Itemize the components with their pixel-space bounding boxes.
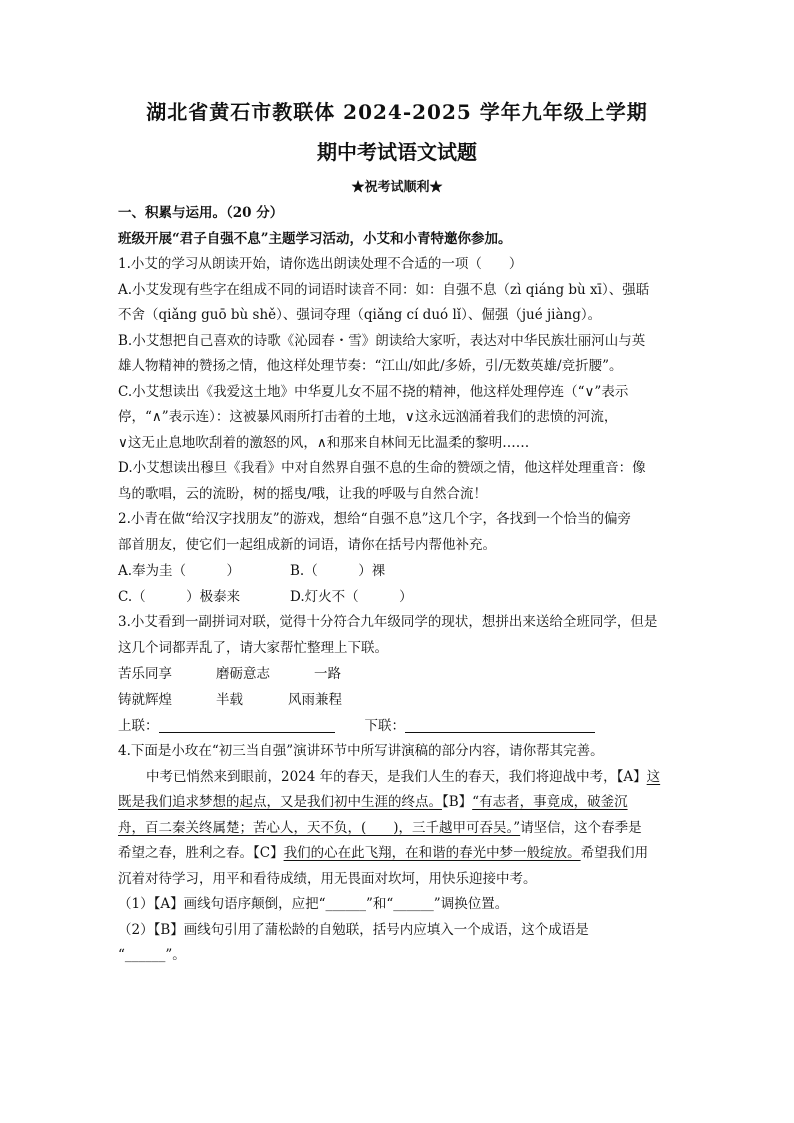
q3-lower-answer-blank[interactable] bbox=[405, 718, 595, 733]
q1-option-b-line1: B.小艾想把自己喜欢的诗歌《沁园春・雪》朗读给大家听，表达对中华民族壮丽河山与英 bbox=[118, 332, 646, 349]
q1-option-c-line2: 停，“∧”表示连）：这被暴风雨所打击着的土地，∨这永远汹涌着我们的悲愤的河流， bbox=[118, 409, 618, 425]
q4-underlined-a: 这 bbox=[646, 768, 661, 785]
q4-passage-line2 bbox=[118, 790, 676, 816]
q4-text: 希望我们用 bbox=[580, 845, 649, 861]
q4-text: 【B】 bbox=[442, 794, 473, 810]
q1-option-d-line1: D.小艾想读出穆旦《我看》中对自然界自强不息的生命的赞颂之情，他这样处理重音：像 bbox=[118, 460, 646, 476]
q4-underlined-b: 舟，百二秦关终属楚；苦心人，天不负，( )，三千越甲可吞吴。” bbox=[118, 819, 521, 836]
q2-option-b: B.（ ）祼 bbox=[290, 563, 386, 579]
q1-option-d-line2: 鸟的歌唱，云的流盼，树的摇曳/哦，让我的呼吸与自然合流！ bbox=[118, 485, 488, 502]
exam-title-line1: 湖北省黄石市教联体 2024-2025 学年九年级上学期 bbox=[146, 100, 648, 124]
q4-sub2-line1: （2）【B】画线句引用了蒲松龄的自勉联，括号内应填入一个成语，这个成语是 bbox=[118, 921, 589, 938]
q1-stem: 1.小艾的学习从朗读开始，请你选出朗读处理不合适的一项（ ） bbox=[118, 256, 523, 272]
q3-lower-label: 下联： bbox=[364, 718, 405, 734]
q4-text: 请坚信，这个春季是 bbox=[520, 819, 642, 836]
q1-option-b-line2: 雄人物精神的赞扬之情，他这样处理节奏：“江山/如此/多娇，引/无数英雄/竞折腰”。 bbox=[118, 358, 623, 374]
q3-answer-row bbox=[118, 713, 676, 739]
section-heading: 一、积累与运用。（20 分） bbox=[118, 205, 284, 221]
q3-word: 铸就辉煌 bbox=[118, 692, 172, 708]
q1-option-c-line3: ∨这无止息地吹刮着的激怒的风，∧和那来自林间无比温柔的黎明…… bbox=[118, 434, 530, 451]
q3-word: 半载 bbox=[216, 692, 243, 708]
q2-options-row1 bbox=[118, 558, 676, 584]
q4-passage-line5: 沉着对待学习，用平和看待成绩，用无畏面对坎坷，用快乐迎接中考。 bbox=[118, 870, 537, 887]
q3-word: 一路 bbox=[314, 666, 341, 682]
q1-option-c-line1: C.小艾想读出《我爱这土地》中华夏儿女不屈不挠的精神，他这样处理停连（“∨”表示 bbox=[118, 383, 629, 400]
q3-words-row2 bbox=[118, 687, 676, 713]
q4-passage-line1 bbox=[118, 765, 676, 791]
q3-stem-line2: 这几个词都弄乱了，请大家帮忙整理上下联。 bbox=[118, 639, 388, 656]
q2-options-row2 bbox=[118, 584, 676, 610]
q2-stem-line2: 部首朋友，使它们一起组成新的词语，请你在括号内帮他补充。 bbox=[118, 536, 496, 553]
q4-text: 希望之春，胜利之春。【C】 bbox=[118, 845, 284, 861]
q3-words-row1 bbox=[118, 661, 676, 687]
q3-upper-answer-blank[interactable] bbox=[159, 718, 335, 733]
section-intro: 班级开展“君子自强不息”主题学习活动，小艾和小青特邀你参加。 bbox=[118, 230, 512, 247]
q1-option-a-line1: A.小艾发现有些字在组成不同的词语时读音不同：如：自强不息（zì qiáng bù xī）、强聒 bbox=[118, 281, 650, 298]
q2-option-a: A.奉为圭（ ） bbox=[118, 563, 241, 579]
q3-stem-line1: 3.小艾看到一副拼词对联，觉得十分符合九年级同学的现状，想拼出来送给全班同学，但是 bbox=[118, 614, 658, 630]
q4-underlined-c: 我们的心在此飞翔，在和谐的春光中梦一般绽放。 bbox=[283, 845, 581, 861]
q4-text: 中考已悄然来到眼前，2024 年的春天，是我们人生的春天，我们将迎战中考，【A】 bbox=[146, 768, 647, 785]
q4-underlined-a: 既是我们追求梦想的起点，又是我们初中生涯的终点。 bbox=[118, 794, 442, 810]
q1-option-a-line2: 不舍（qiǎng guō bù shě）、强词夺理（qiǎng cí duó lǐ）、倔强（jué jiàng）。 bbox=[118, 307, 602, 323]
q4-passage-line4 bbox=[118, 841, 676, 867]
q3-upper-label: 上联： bbox=[118, 718, 159, 734]
q3-word: 苦乐同享 bbox=[118, 666, 172, 682]
q4-stem: 4.下面是小玫在“初三当自强”演讲环节中所写讲演稿的部分内容，请你帮其完善。 bbox=[118, 743, 604, 759]
q4-sub2-line2: “______”。 bbox=[118, 947, 186, 963]
q3-word: 磨砺意志 bbox=[216, 666, 270, 682]
q2-option-c: C.（ ）极泰来 bbox=[118, 589, 241, 605]
q2-stem-line1: 2.小青在做“给汉字找朋友”的游戏，想给“自强不息”这几个字，各找到一个恰当的偏旁 bbox=[118, 511, 631, 527]
q4-sub1: （1）【A】画线句语序颠倒，应把“______”和“______”调换位置。 bbox=[118, 896, 509, 912]
exam-title-line2: 期中考试语文试题 bbox=[317, 140, 477, 164]
q3-word: 风雨兼程 bbox=[288, 692, 342, 708]
q2-option-d: D.灯火不（ ） bbox=[290, 589, 413, 605]
q4-underlined-b: “有志者，事竟成，破釜沉 bbox=[472, 794, 628, 810]
q4-passage-line3 bbox=[118, 816, 676, 842]
good-luck-text: ★祝考试顺利★ bbox=[351, 180, 443, 195]
